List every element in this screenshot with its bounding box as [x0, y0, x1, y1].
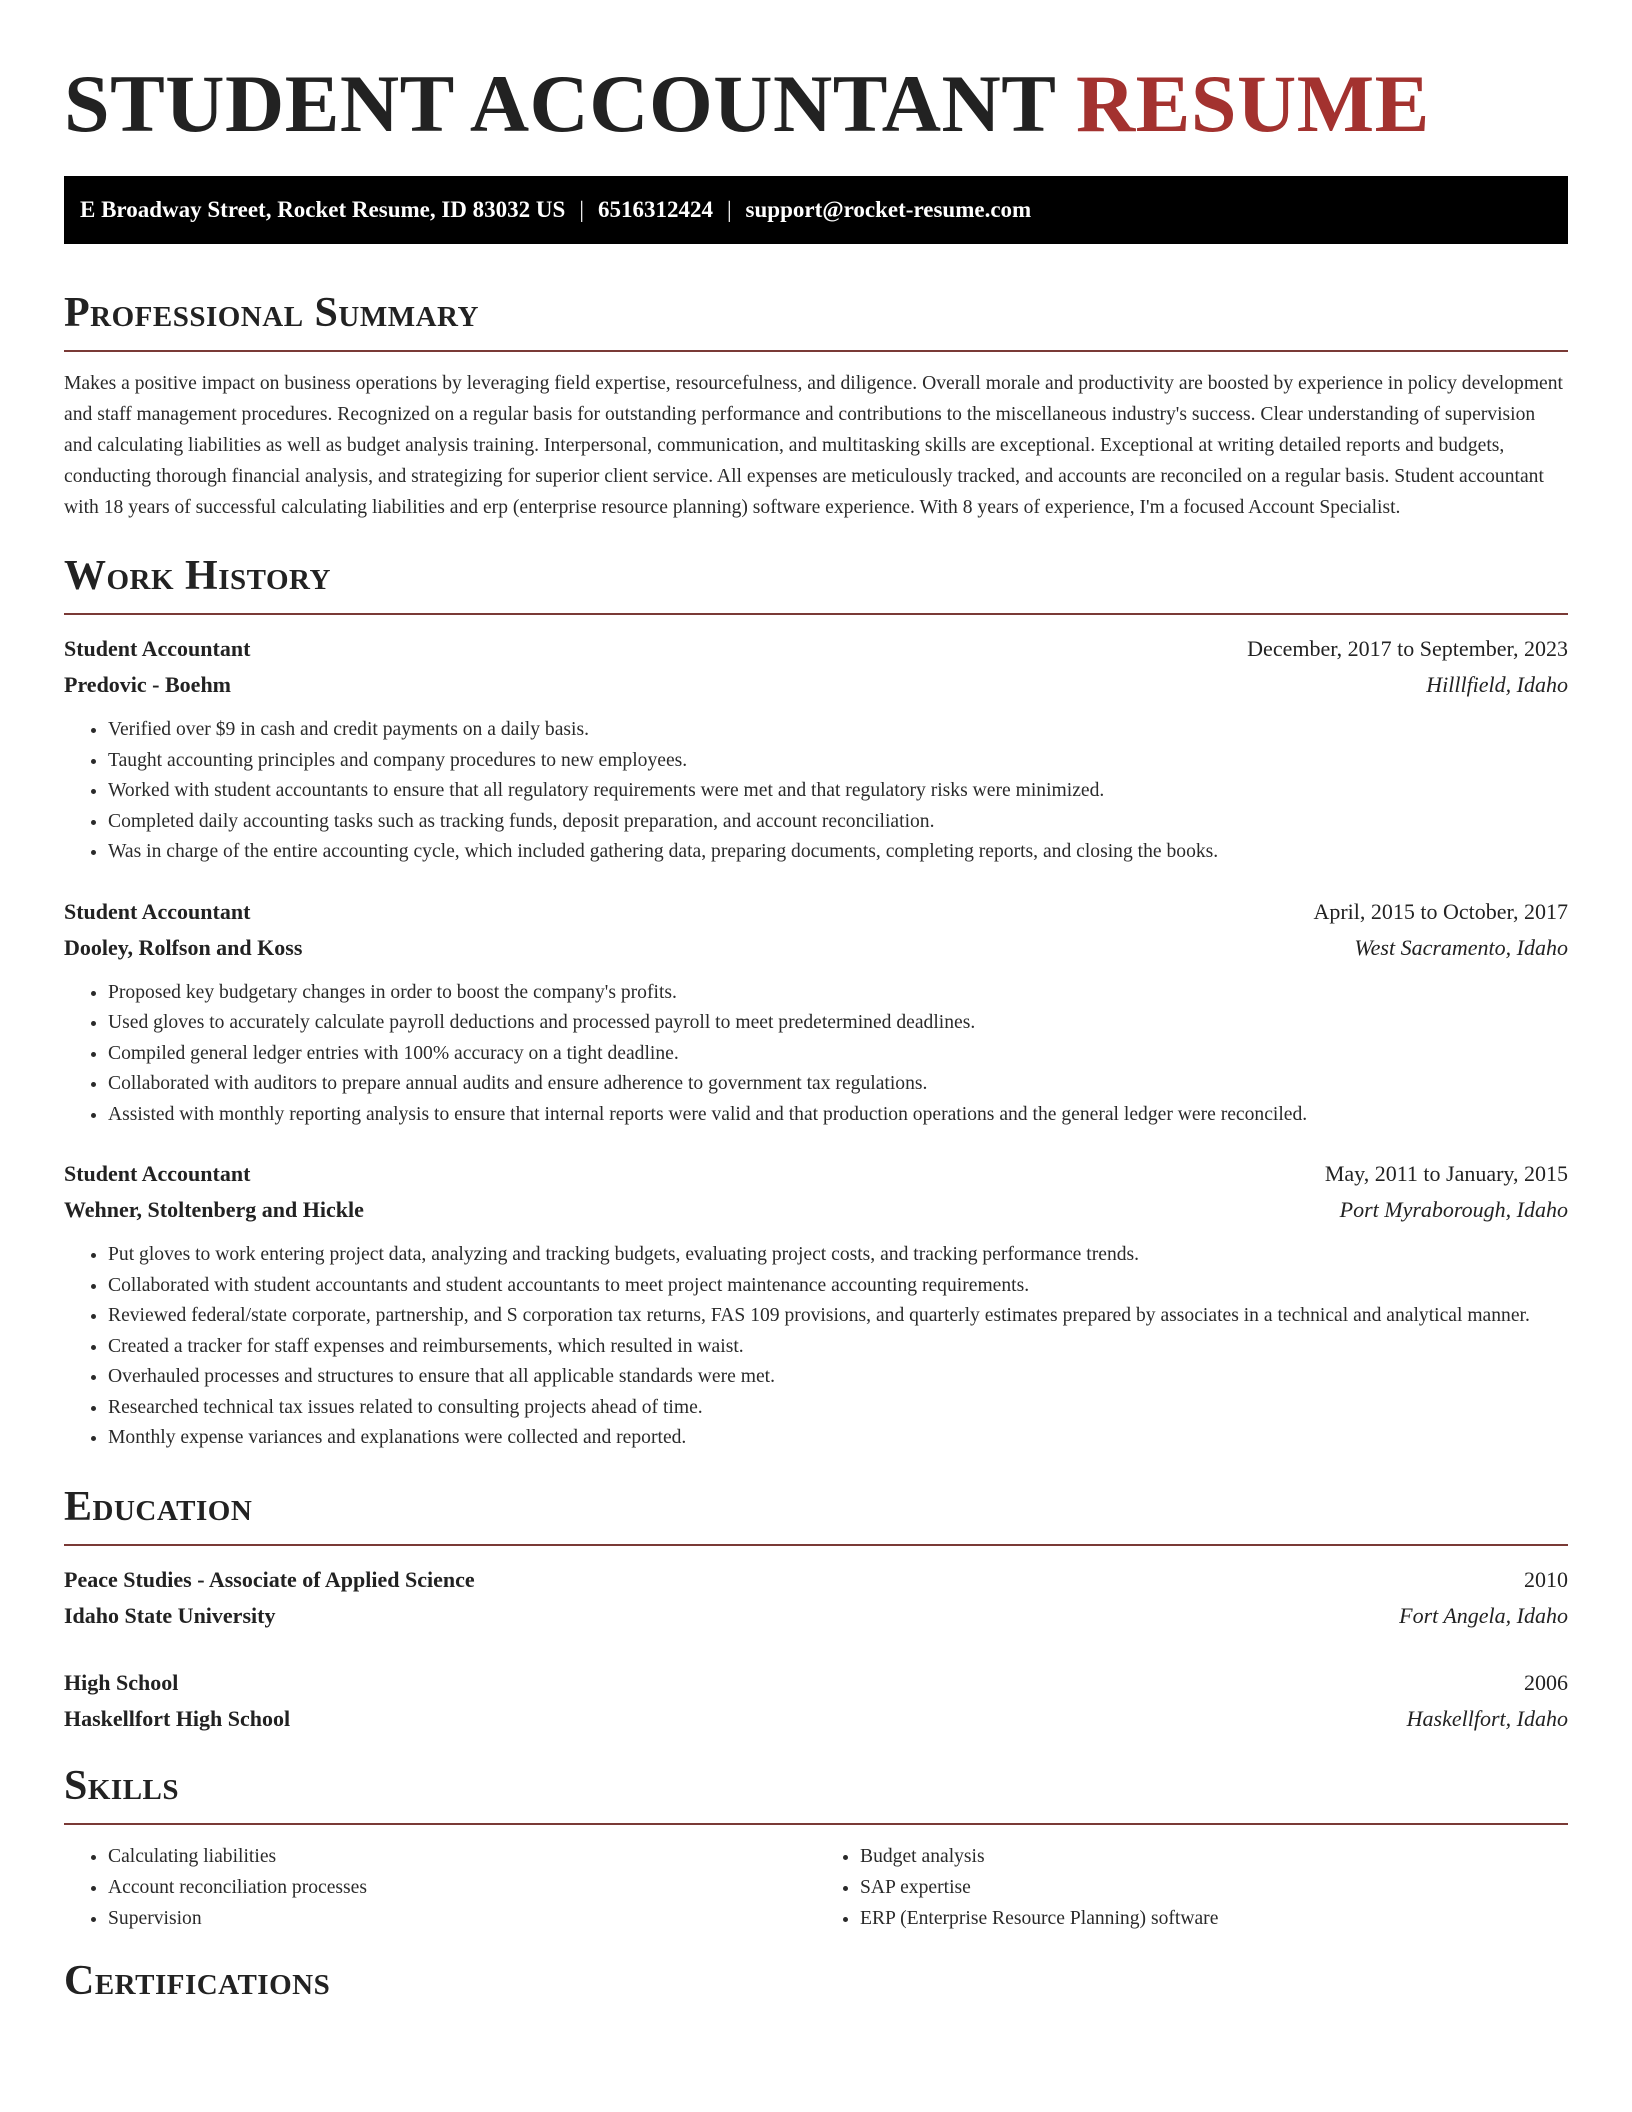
education-school: Idaho State University	[64, 1602, 276, 1628]
work-history-section	[64, 549, 1568, 1454]
education-year: 2006	[1524, 1669, 1568, 1695]
education-school: Haskellfort High School	[64, 1705, 291, 1731]
job-bullet: • Was in charge of the entire accounting cycle, which included gathering data, preparing documents, completing reports, and closing the books.	[108, 837, 1568, 868]
skills-list-left	[64, 1841, 816, 1934]
job-bullet: • Collaborated with student accountants and student accountants to meet project maintenance accounting requirements.	[108, 1271, 1568, 1302]
education-entry	[64, 1665, 1568, 1737]
contact-email: support@rocket-resume.com	[745, 197, 1032, 222]
job-company-row	[64, 1192, 1568, 1228]
job-title: Student Accountant	[64, 1161, 251, 1186]
job-location: Port Myraborough, Idaho	[1339, 1197, 1568, 1222]
education-location: Haskellfort, Idaho	[1406, 1705, 1568, 1731]
job-dates: December, 2017 to September, 2023	[1247, 636, 1568, 661]
education-school-row	[64, 1598, 1568, 1634]
job-bullet: • Monthly expense variances and explanations were collected and reported.	[108, 1423, 1568, 1454]
education-school-row	[64, 1701, 1568, 1737]
education-degree-row	[64, 1562, 1568, 1598]
job-bullet: • Taught accounting principles and company procedures to new employees.	[108, 746, 1568, 777]
contact-separator: |	[579, 197, 584, 222]
summary-heading: Professional Summary	[64, 290, 479, 336]
skill-item: • Budget analysis	[860, 1841, 1568, 1872]
contact-separator: |	[726, 197, 732, 222]
education-section	[64, 1480, 1568, 1737]
job-bullet: • Compiled general ledger entries with 100% accuracy on a tight deadline.	[108, 1039, 1568, 1070]
work-history-heading: Work History	[64, 553, 331, 599]
section-divider	[64, 350, 1568, 352]
job-company: Wehner, Stoltenberg and Hickle	[64, 1197, 364, 1222]
job-bullet: • Created a tracker for staff expenses and reimbursements, which resulted in waist.	[108, 1332, 1568, 1363]
summary-text: Makes a positive impact on business operations by leveraging field expertise, resourcefulness, and diligence. Overall morale and productivity are boosted by experience in policy development and staff management procedures. Recognized on a regular basis for outstanding performance and contributions to the miscellaneous industry's success. Clear understanding of supervision and calculating liabilities as well as budget analysis training. Interpersonal, communication, and multitasking skills are exceptional. Exceptional at writing detailed reports and budgets, conducting thorough financial analysis, and strategizing for superior client service. All expenses are meticulously tracked, and accounts are reconciled on a regular basis. Student accountant with 18 years of successful calculating liabilities and erp (enterprise resource planning) software experience. With 8 years of experience, I'm a focused Account Specialist.	[64, 373, 1563, 518]
job-bullet: • Put gloves to work entering project data, analyzing and tracking budgets, evaluating project costs, and tracking performance trends.	[108, 1240, 1568, 1271]
certifications-section	[64, 1954, 1568, 2008]
section-divider	[64, 1544, 1568, 1546]
job-bullet: • Researched technical tax issues related to consulting projects ahead of time.	[108, 1393, 1568, 1424]
job-company-row	[64, 667, 1568, 703]
job-bullet: • Worked with student accountants to ensure that all regulatory requirements were met and that regulatory risks were minimized.	[108, 776, 1568, 807]
job-location: Hilllfield, Idaho	[1426, 672, 1568, 697]
job-header-row	[64, 631, 1568, 667]
education-year: 2010	[1524, 1566, 1568, 1592]
skill-item: • Calculating liabilities	[108, 1841, 816, 1872]
job-company-row	[64, 930, 1568, 966]
job-bullets	[64, 978, 1568, 1131]
skill-item: • Account reconciliation processes	[108, 1872, 816, 1903]
certifications-heading: Certifications	[64, 1957, 331, 2004]
resume-title	[64, 56, 1568, 152]
job-bullets	[64, 715, 1568, 868]
job-location: West Sacramento, Idaho	[1354, 934, 1568, 960]
job-entry	[64, 894, 1568, 1131]
job-entry	[64, 631, 1568, 868]
job-bullet: • Assisted with monthly reporting analysis to ensure that internal reports were valid and that production operations and the general ledger were reconciled.	[108, 1100, 1568, 1131]
section-divider	[64, 613, 1568, 615]
job-title: Student Accountant	[64, 636, 251, 661]
job-bullets	[64, 1240, 1568, 1454]
skills-section	[64, 1759, 1568, 1934]
contact-bar	[64, 176, 1568, 244]
skill-item: • ERP (Enterprise Resource Planning) software	[860, 1903, 1568, 1934]
job-company: Dooley, Rolfson and Koss	[64, 934, 303, 960]
job-header-row	[64, 1156, 1568, 1192]
job-bullet: • Used gloves to accurately calculate payroll deductions and processed payroll to meet predetermined deadlines.	[108, 1008, 1568, 1039]
summary-section	[64, 286, 1568, 523]
job-dates: May, 2011 to January, 2015	[1324, 1161, 1568, 1186]
job-title: Student Accountant	[64, 898, 251, 924]
job-company: Predovic - Boehm	[64, 672, 232, 697]
job-header-row	[64, 894, 1568, 930]
skills-grid	[64, 1841, 1568, 1934]
job-bullet: • Completed daily accounting tasks such as tracking funds, deposit preparation, and account reconciliation.	[108, 807, 1568, 838]
education-entry	[64, 1562, 1568, 1634]
job-entry	[64, 1156, 1568, 1454]
job-bullet: • Overhauled processes and structures to ensure that all applicable standards were met.	[108, 1362, 1568, 1393]
contact-phone: 6516312424	[597, 197, 713, 222]
education-degree-row	[64, 1665, 1568, 1701]
contact-address: E Broadway Street, Rocket Resume, ID 83032 US	[80, 197, 566, 222]
education-heading: Education	[64, 1483, 253, 1530]
resume-title-accent: RESUME	[1075, 58, 1430, 149]
education-location: Fort Angela, Idaho	[1399, 1602, 1568, 1628]
skill-item: • Supervision	[108, 1903, 816, 1934]
skill-item: • SAP expertise	[860, 1872, 1568, 1903]
job-bullet: • Proposed key budgetary changes in order to boost the company's profits.	[108, 978, 1568, 1009]
skills-heading: Skills	[64, 1762, 180, 1809]
job-bullet: • Reviewed federal/state corporate, partnership, and S corporation tax returns, FAS 109 provisions, and quarterly estimates prepared by associates in a technical and analytical manner.	[108, 1301, 1568, 1332]
job-dates: April, 2015 to October, 2017	[1313, 898, 1568, 924]
job-bullet: • Collaborated with auditors to prepare annual audits and ensure adherence to government tax regulations.	[108, 1069, 1568, 1100]
section-divider	[64, 1823, 1568, 1825]
skills-list-right	[816, 1841, 1568, 1934]
resume-title-main: STUDENT ACCOUNTANT	[64, 58, 1055, 149]
job-bullet: • Verified over $9 in cash and credit payments on a daily basis.	[108, 715, 1568, 746]
education-degree: Peace Studies - Associate of Applied Science	[64, 1566, 475, 1592]
education-degree: High School	[64, 1669, 179, 1695]
